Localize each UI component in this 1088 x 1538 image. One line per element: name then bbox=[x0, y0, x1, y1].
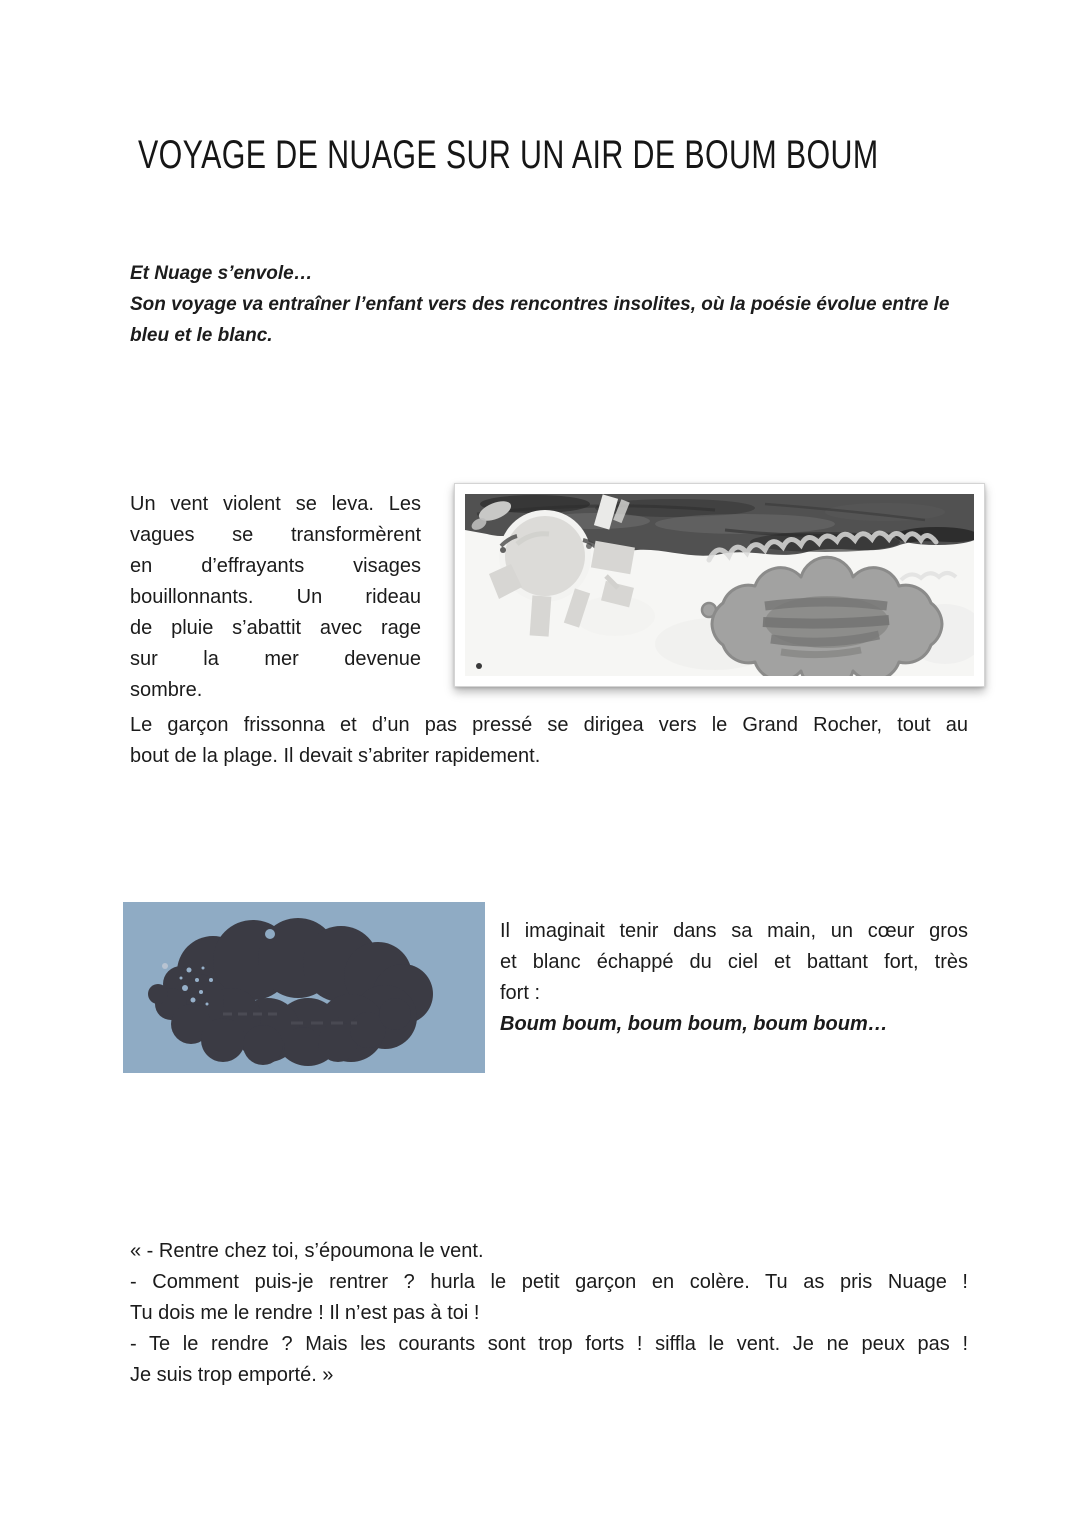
intro-line: Et Nuage s’envole… bbox=[130, 263, 313, 284]
text-line: et blanc échappé du ciel et battant fort, très bbox=[500, 951, 968, 973]
text-line: vagues se transformèrent bbox=[130, 524, 421, 546]
cloud-section bbox=[123, 902, 986, 1073]
intro-text bbox=[130, 258, 986, 351]
storm-drawing-image bbox=[454, 483, 985, 687]
text-line: en d’effrayants visages bbox=[130, 555, 421, 577]
text-line: Le garçon frissonna et d’un pas pressé se dirigea vers le Grand Rocher, tout au bbox=[130, 714, 968, 736]
text-line: Un vent violent se leva. Les bbox=[130, 493, 421, 515]
text-line: fort : bbox=[500, 982, 541, 1004]
dark-cloud-image bbox=[123, 902, 485, 1073]
dialogue-paragraph bbox=[130, 1236, 968, 1391]
heart-paragraph bbox=[500, 902, 968, 1040]
storm-paragraph bbox=[130, 483, 421, 706]
text-line: Tu dois me le rendre ! Il n’est pas à toi ! bbox=[130, 1302, 480, 1324]
page-title: VOYAGE DE NUAGE SUR UN AIR DE BOUM BOUM bbox=[138, 133, 879, 177]
boum-line: Boum boum, boum boum, boum boum… bbox=[500, 1013, 888, 1035]
intro-line: bleu et le blanc. bbox=[130, 325, 273, 346]
intro-line: Son voyage va entraîner l’enfant vers des rencontres insolites, où la poésie évolue entre le bbox=[130, 294, 950, 315]
text-line: de pluie s’abattit avec rage bbox=[130, 617, 421, 639]
text-line: « - Rentre chez toi, s’époumona le vent. bbox=[130, 1240, 484, 1262]
beach-paragraph bbox=[130, 710, 968, 772]
text-line: bout de la plage. Il devait s’abriter rapidement. bbox=[130, 745, 541, 767]
storm-drawing-svg bbox=[465, 494, 974, 676]
text-line: sombre. bbox=[130, 679, 203, 701]
text-line: bouillonnants. Un rideau bbox=[130, 586, 421, 608]
storm-section bbox=[130, 483, 986, 706]
dark-cloud-svg bbox=[123, 902, 485, 1073]
text-line: sur la mer devenue bbox=[130, 648, 421, 670]
text-line: - Te le rendre ? Mais les courants sont trop forts ! siffla le vent. Je ne peux pas ! bbox=[130, 1333, 968, 1355]
text-line: - Comment puis-je rentrer ? hurla le petit garçon en colère. Tu as pris Nuage ! bbox=[130, 1271, 968, 1293]
text-line: Je suis trop emporté. » bbox=[130, 1364, 334, 1386]
text-line: Il imaginait tenir dans sa main, un cœur gros bbox=[500, 920, 968, 942]
